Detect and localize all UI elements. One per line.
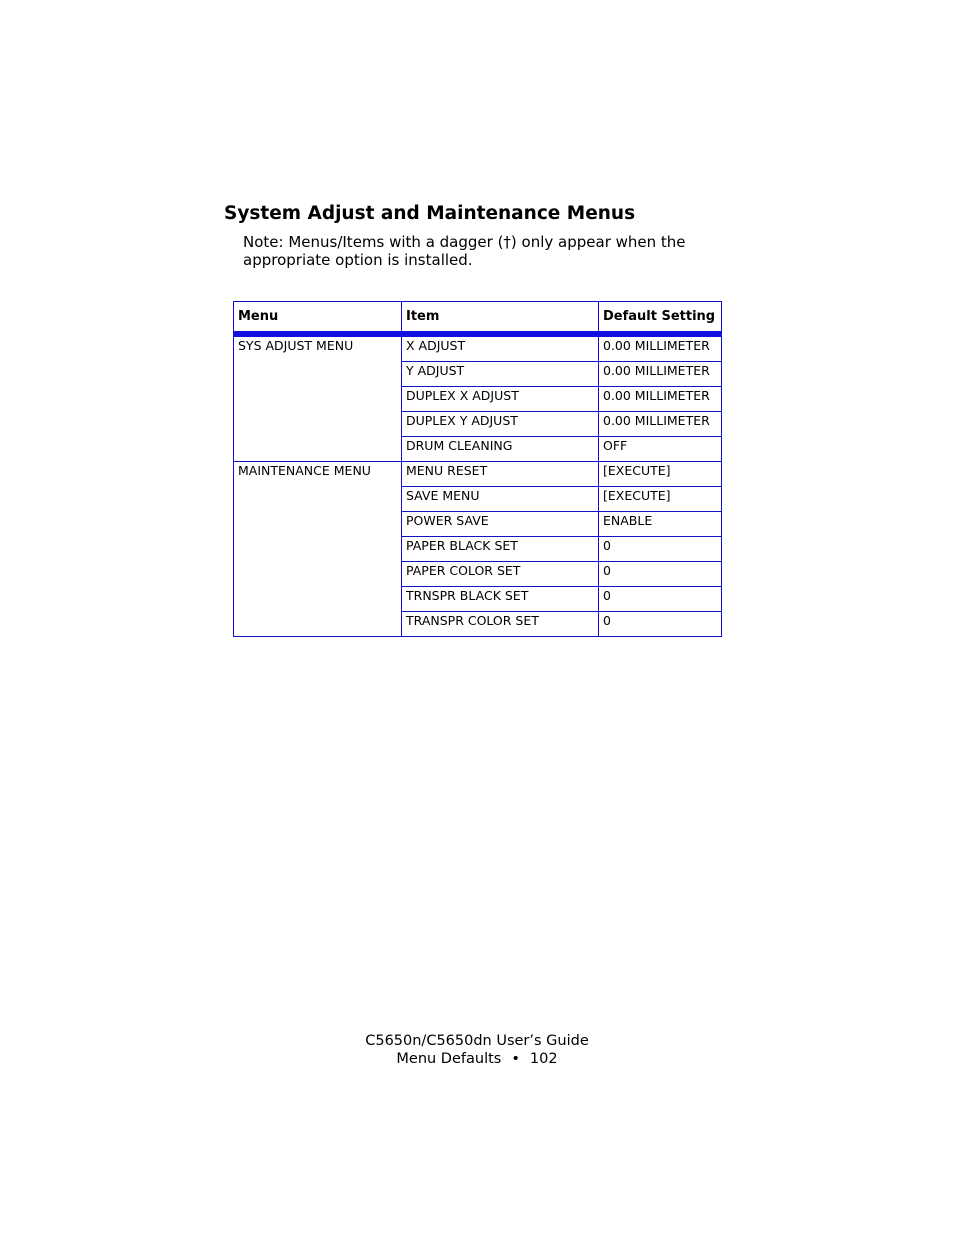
item-cell: DRUM CLEANING	[402, 437, 599, 462]
default-cell: 0	[599, 612, 722, 637]
default-cell: 0	[599, 587, 722, 612]
page-footer	[0, 1032, 954, 1068]
default-cell: ENABLE	[599, 512, 722, 537]
item-cell: PAPER BLACK SET	[402, 537, 599, 562]
footer-bullet: •	[511, 1051, 520, 1067]
footer-section: Menu Defaults	[396, 1051, 502, 1067]
table-row	[234, 462, 722, 487]
header-default-setting: Default Setting	[599, 302, 722, 335]
dagger-note: Note: Menus/Items with a dagger (†) only appear when the appropriate option is installed.	[243, 233, 686, 269]
menu-defaults-table	[233, 301, 722, 637]
item-cell: POWER SAVE	[402, 512, 599, 537]
default-cell: 0	[599, 537, 722, 562]
default-cell: 0.00 MILLIMETER	[599, 387, 722, 412]
footer-page-number: 102	[529, 1051, 558, 1067]
default-cell: 0.00 MILLIMETER	[599, 412, 722, 437]
item-cell: Y ADJUST	[402, 362, 599, 387]
item-cell: TRANSPR COLOR SET	[402, 612, 599, 637]
item-cell: PAPER COLOR SET	[402, 562, 599, 587]
default-cell: 0.00 MILLIMETER	[599, 334, 722, 362]
default-cell: OFF	[599, 437, 722, 462]
header-menu: Menu	[234, 302, 402, 335]
item-cell: MENU RESET	[402, 462, 599, 487]
default-cell: 0.00 MILLIMETER	[599, 362, 722, 387]
item-cell: SAVE MENU	[402, 487, 599, 512]
default-cell: 0	[599, 562, 722, 587]
footer-guide-title: C5650n/C5650dn User’s Guide	[365, 1033, 589, 1049]
header-item: Item	[402, 302, 599, 335]
item-cell: TRNSPR BLACK SET	[402, 587, 599, 612]
item-cell: DUPLEX Y ADJUST	[402, 412, 599, 437]
section-heading: System Adjust and Maintenance Menus	[224, 203, 636, 224]
default-cell: [EXECUTE]	[599, 487, 722, 512]
item-cell: DUPLEX X ADJUST	[402, 387, 599, 412]
default-cell: [EXECUTE]	[599, 462, 722, 487]
menu-cell-sys-adjust: SYS ADJUST MENU	[234, 334, 402, 462]
menu-cell-maintenance: MAINTENANCE MENU	[234, 462, 402, 637]
item-cell: X ADJUST	[402, 334, 599, 362]
table-header-row	[234, 302, 722, 335]
table-row	[234, 334, 722, 362]
